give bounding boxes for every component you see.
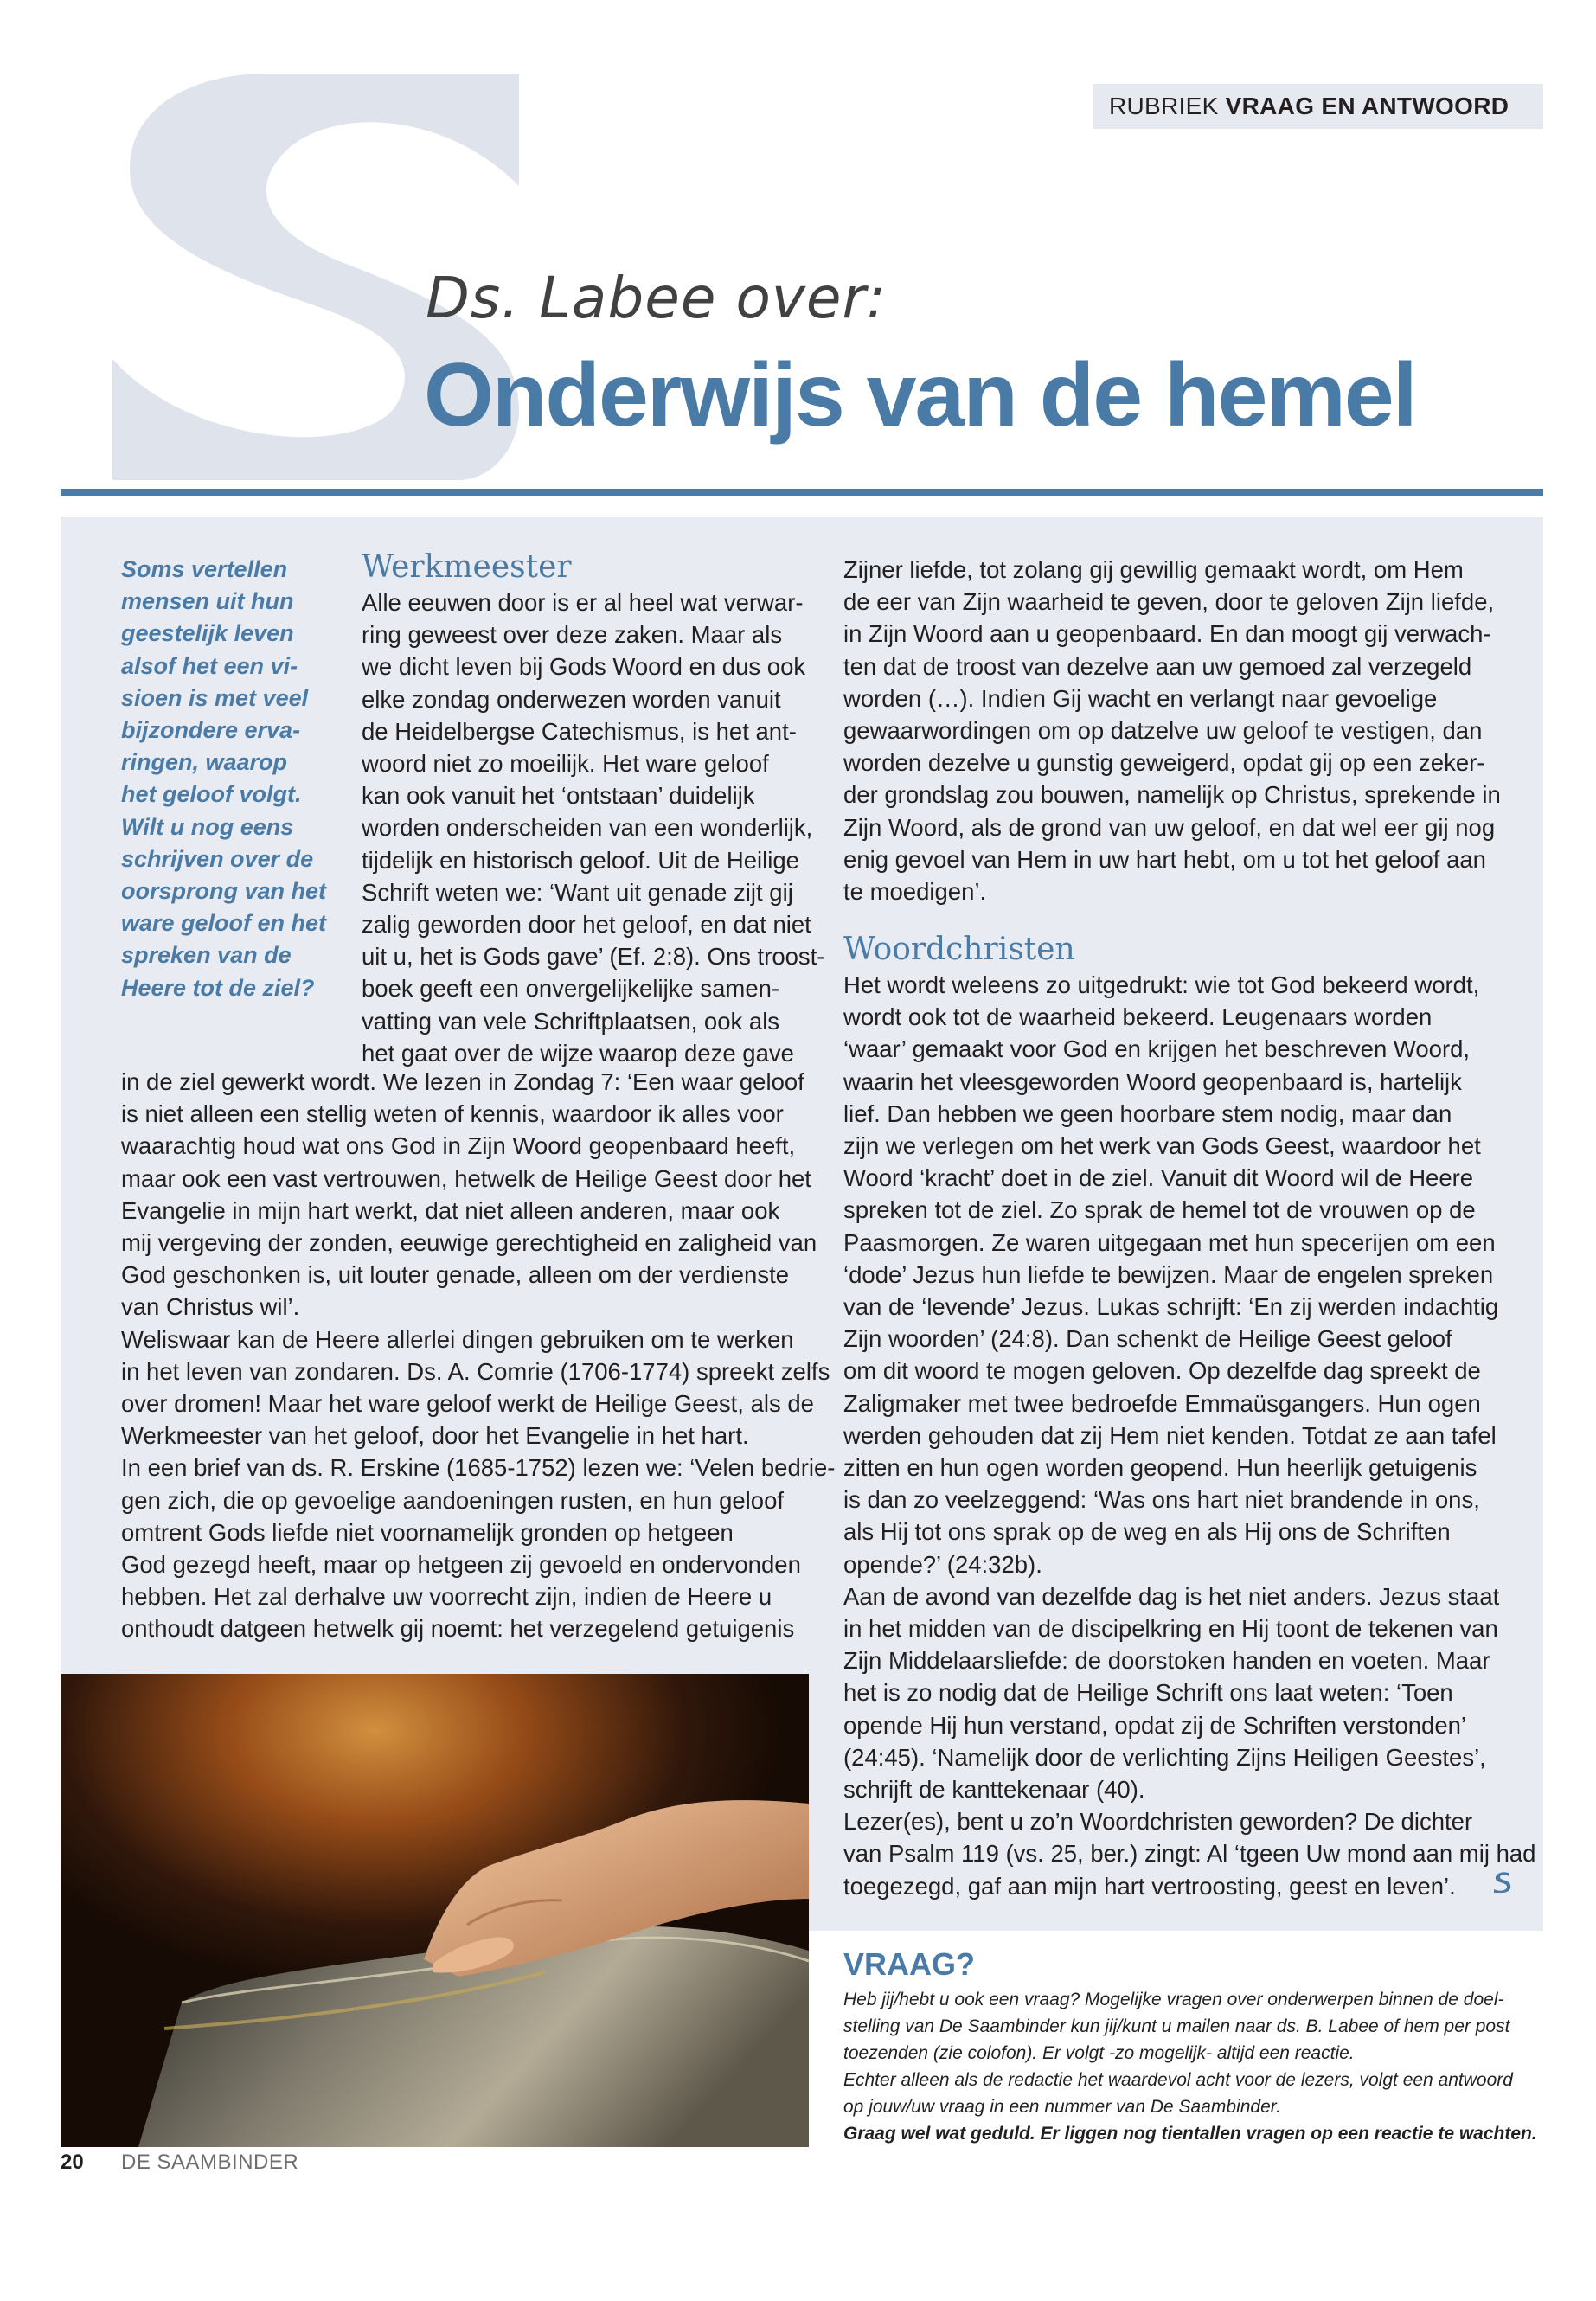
question-box-closing: Graag wel wat geduld. Er liggen nog tientallen vragen op een reactie te wachten. <box>843 2124 1537 2144</box>
section-werkmeester-body: in de ziel gewerkt wordt. We lezen in Zondag 7: ‘Een waar geloof is niet alleen een stellig weten of kennis, waardoor ik alles voor waarachtig houd wat ons God in Zijn Woord geopenbaard heeft, maar ook een vast vertrouwen, hetwelk de Heilige Geest door het Evangelie in mijn hart werkt, dat niet alleen anderen, maar ook mij vergeving der zonden, eeuwige gerechtigheid en zaligheid van God geschonken is, uit louter genade, alleen om der verdienste van Christus wil’. Weliswaar kan de Heere allerlei dingen gebruiken om te werken in het leven van zondaren. Ds. A. Comrie (1706-1774) spreekt zelfs over dromen! Maar het ware geloof werkt de Heilige Geest, als de Werkmeester van het geloof, door het Evangelie in het hart. In een brief van ds. R. Erskine (1685-1752) lezen we: ‘Velen bedrie- gen zich, die op gevoelige aandoeningen rusten, en hun geloof omtrent Gods liefde niet voornamelijk gronden op hetgeen God gezegd heeft, maar op hetgeen zij gevoeld en ondervonden hebben. Het zal derhalve uw voorrecht zijn, indien de Heere u onthoudt datgeen hetwelk gij noemt: het verzegelend getuigenis <box>121 1068 836 1643</box>
article-subtitle: Ds. Labee over: <box>426 265 887 331</box>
end-of-article-icon <box>1490 1870 1514 1894</box>
section-heading-woordchristen: Woordchristen <box>843 932 1075 967</box>
question-box-text: Heb jij/hebt u ook een vraag? Mogelijke vragen over onderwerpen binnen de doel- stelling van De Saambinder kun jij/kunt u mailen naar ds. B. Labee of hem per post toezenden (zie colofon). Er volgt -zo mogelijk- altijd een reactie. Echter alleen als de redactie het waardevol acht voor de lezers, volgt een antwoord op jouw/uw vraag in een nummer van De Saambinder. Graag wel wat geduld. Er liggen nog tientallen vragen op een reactie te wachten. <box>843 1986 1535 2147</box>
intro-question: Soms vertellen mensen uit hun geestelijk leven alsof het een vi- sioen is met veel bijzondere erva- ringen, waarop het geloof volgt. Wilt u nog eens schrijven over de oorsprong van het ware geloof en het spreken van de Heere tot de ziel? <box>121 556 327 1001</box>
column2-continuation: Zijner liefde, tot zolang gij gewillig gemaakt wordt, om Hem de eer van Zijn waarheid te geven, door te geloven Zijn liefde, in Zijn Woord aan u geopenbaard. En dan moogt gij verwach- ten dat de troost van dezelve aan uw gemoed zal verzegeld worden (…). Indien Gij wacht en verlangt naar gevoelige gewaarwordingen om op datzelve uw geloof te vestigen, dan worden dezelve u gunstig geweigerd, opdat gij op een zeker- der grondslag zou bouwen, namelijk op Christus, sprekende in Zijn Woord, als de grond van uw geloof, en dat wel eer gij nog enig gevoel van Hem in uw hart hebt, om u tot het geloof aan te moedigen’. <box>843 556 1501 906</box>
magazine-name: DE SAAMBINDER <box>121 2150 299 2174</box>
section-werkmeester-top: Werkmeester Alle eeuwen door is er al heel wat verwar- ring geweest over deze zaken. Maar als we dicht leven bij Gods Woord en dus ook elke zondag onderwezen worden vanuit de Heidelbergse Catechismus, is het ant- woord niet zo moeilijk. Het ware geloof kan ook vanuit het ‘ontstaan’ duidelijk worden onderscheiden van een wonderlijk, tijdelijk en historisch geloof. Uit de Heilige Schrift weten we: ‘Want uit genade zijt gij zalig geworden door het geloof, en dat niet uit u, het is Gods gave’ (Ef. 2:8). Ons troost- boek geeft een onvergelijkelijke samen- vatting van vele Schriftplaatsen, ook als het gaat over de wijze waarop deze gave <box>362 549 825 1067</box>
article-title: Onderwijs van de hemel <box>424 345 1416 445</box>
rubric-label: RUBRIEK VRAAG EN ANTWOORD <box>1093 84 1543 129</box>
title-divider <box>61 489 1543 496</box>
section-woordchristen-body: Het wordt weleens zo uitgedrukt: wie tot God bekeerd wordt, wordt ook tot de waarheid bekeerd. Leugenaars worden ‘waar’ gemaakt voor God en krijgen het beschreven Woord, waarin het vleesgeworden Woord geopenbaard is, hartelijk lief. Dan hebben we geen hoorbare stem nodig, maar dan zijn we verlegen om het werk van Gods Geest, waardoor het Woord ‘kracht’ doet in de ziel. Vanuit dit Woord wil de Heere spreken tot de ziel. Zo sprak de hemel tot de vrouwen op de Paasmorgen. Ze waren uitgegaan met hun specerijen om een ‘dode’ Jezus hun liefde te bewijzen. Maar de engelen spreken van de ‘levende’ Jezus. Lukas schrijft: ‘En zij werden indachtig Zijn woorden’ (24:8). Dan schenkt de Heilige Geest geloof om dit woord te mogen geloven. Op dezelfde dag spreekt de Zaligmaker met twee bedroefde Emmaüsgangers. Hun ogen werden gehouden dat zij Hem niet kenden. Totdat ze aan tafel zitten en hun ogen worden geopend. Hun heerlijk getuigenis is dan zo veelzeggend: ‘Was ons hart niet brandende in ons, als Hij tot ons sprak op de weg en als Hij ons de Schriften opende?’ (24:32b). Aan de avond van dezelfde dag is het niet anders. Jezus staat in het midden van de discipelkring en Hij toont de tekenen van Zijn Middelaarsliefde: de doorstoken handen en voeten. Maar het is zo nodig dat de Heilige Schrift ons laat weten: ‘Toen opende Hij hun verstand, opdat zij de Schriften verstonden’ (24:45). ‘Namelijk door de verlichting Zijns Heiligen Geestes’, schrijft de kanttekenaar (40). Lezer(es), bent u zo’n Woordchristen geworden? De dichter van Psalm 119 (vs. 25, ber.) zingt: Al ‘tgeen Uw mond aan mij had toegezegd, gaf aan mijn hart vertroosting, geest en leven’. <box>843 971 1536 1900</box>
bible-reading-photo <box>61 1674 809 2147</box>
section-heading-werkmeester: Werkmeester <box>362 549 572 585</box>
page-number: 20 <box>61 2150 84 2174</box>
question-box-title: VRAAG? <box>843 1946 975 1982</box>
